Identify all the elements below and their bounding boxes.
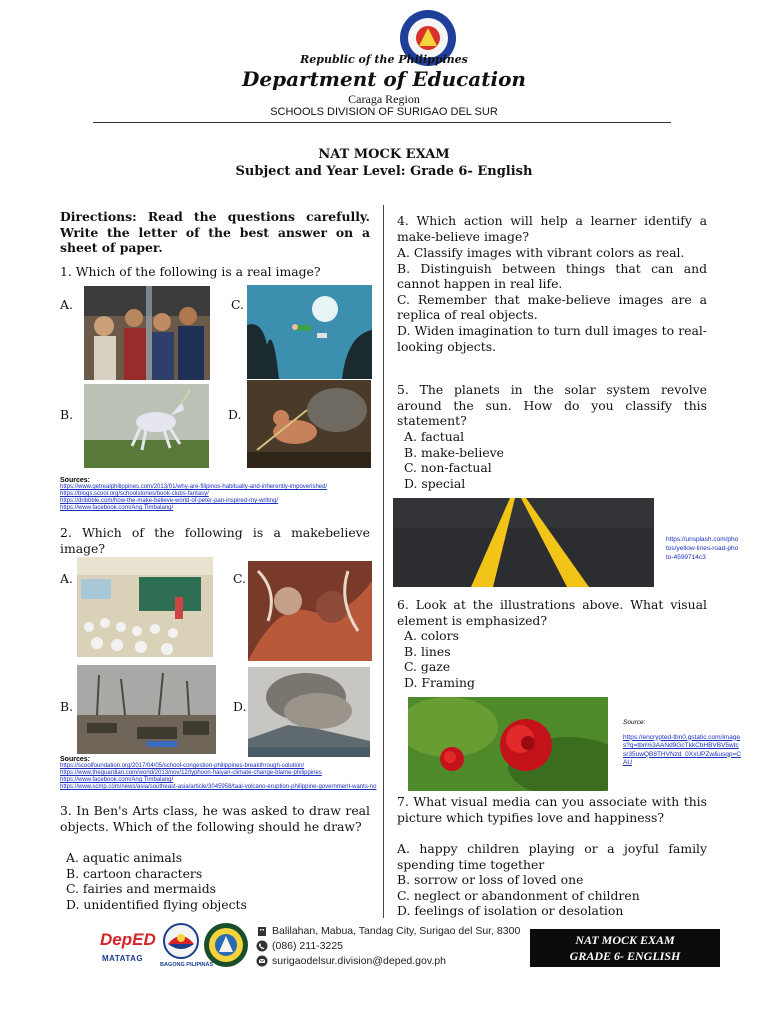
q3-option-b: B. cartoon characters bbox=[66, 865, 203, 881]
q2-label-b: B. bbox=[60, 699, 74, 714]
footer-box-line2: GRADE 6- ENGLISH bbox=[569, 949, 681, 963]
q1-source-link[interactable]: https://dribbble.com/how-the-make-believe-world-of-peter-pan-inspired-my-writing/ bbox=[60, 498, 279, 504]
q3-option-a: A. aquatic animals bbox=[66, 850, 183, 865]
q1-image-b-unicorn bbox=[84, 384, 209, 468]
road-lines-image bbox=[393, 498, 654, 587]
q2-image-a-classroom bbox=[77, 557, 213, 657]
q1-source-link[interactable]: https://blogs.scool.org/schoolstories/book-clubs-fantasy/ bbox=[60, 491, 209, 497]
q1-label-d: D. bbox=[228, 407, 242, 422]
matatag-text: MATATAG bbox=[102, 954, 144, 963]
footer-phone: (086) 211-3225 bbox=[272, 940, 344, 952]
q7-option-b: B. sorrow or loss of loved one bbox=[397, 872, 584, 888]
q1-image-a-street-crowd bbox=[84, 286, 210, 380]
header-rule bbox=[93, 122, 671, 123]
department-heading: Department of Education bbox=[242, 67, 526, 91]
footer-email: surigaodelsur.division@deped.gov.ph bbox=[272, 955, 446, 967]
directions-text: Directions: Read the questions carefully. Write the letter of the best answer on a sheet of paper. bbox=[60, 209, 370, 256]
q6-option-c: C. gaze bbox=[404, 659, 451, 675]
republic-heading: Republic of the Philippines bbox=[300, 53, 468, 66]
division-seal-icon bbox=[203, 922, 249, 968]
q2-label-c: C. bbox=[233, 571, 246, 586]
q2-source-link[interactable]: https://www.facebook.com/Ang.Timbalang/ bbox=[60, 777, 174, 783]
q5-stem: 5. The planets in the solar system revolve around the sun. How do you classify this statement? bbox=[397, 382, 707, 429]
red-rose-image bbox=[408, 697, 608, 791]
q6-option-a: A. colors bbox=[404, 628, 459, 643]
q2-source-link[interactable]: https://www.scmp.com/news/asia/southeast-asia/article/3045958/taal-volcano-eruption-philippine-government-wants-no bbox=[60, 784, 377, 790]
q4-options bbox=[397, 245, 707, 354]
q2-source-link[interactable]: https://www.theguardian.com/world/2013/nov/12/typhoon-haiyan-climate-change-blame-philippines bbox=[60, 770, 322, 776]
q1-sources-label: Sources: bbox=[60, 477, 90, 484]
q3-stem: 3. In Ben's Arts class, he was asked to draw real objects. Which of the following should he draw? bbox=[60, 803, 370, 834]
q3-option-d: D. unidentified flying objects bbox=[66, 896, 247, 912]
q2-image-d-volcano-eruption bbox=[248, 667, 370, 757]
q7-options bbox=[397, 841, 707, 919]
q1-image-c-peter-pan bbox=[247, 285, 372, 379]
q2-source-link[interactable]: https://scoolfoundation.org/2017/04/05/school-congestion-philippines-breakthrough-solution/ bbox=[60, 763, 305, 769]
q4-option-d: D. Widen imagination to turn dull images to real-looking objects. bbox=[397, 322, 707, 354]
q5-option-a: A. factual bbox=[404, 429, 465, 444]
rose-source-link[interactable]: https://encrypted-tbn0.gstatic.com/images?q=tbn%3AANd9GcTkkCbHBVBV5wtcsr35uwQB8THVNzd_0XxUPZw&usqp=CAU bbox=[623, 733, 741, 766]
q2-label-a: A. bbox=[60, 571, 73, 586]
rose-source bbox=[623, 719, 741, 768]
q1-label-c: C. bbox=[231, 297, 244, 312]
q1-source-link[interactable]: https://www.facebook.com/Ang.Timbalang/ bbox=[60, 505, 174, 511]
footer-exam-label-box bbox=[530, 929, 720, 967]
building-icon bbox=[256, 925, 268, 937]
q6-options bbox=[404, 628, 704, 690]
q3-options bbox=[66, 850, 366, 912]
exam-title: NAT MOCK EXAM bbox=[318, 147, 450, 162]
q3-option-c: C. fairies and mermaids bbox=[66, 881, 217, 897]
q7-option-c: C. neglect or abandonment of children bbox=[397, 887, 640, 903]
region-heading: Caraga Region bbox=[348, 92, 420, 106]
q1-source-link[interactable]: https://www.getrealphilippines.com/2013/01/why-are-filipinos-habitually-and-inherently-impoverished/ bbox=[60, 484, 328, 490]
footer-box-line1: NAT MOCK EXAM bbox=[575, 933, 675, 947]
q2-image-b-typhoon-damage bbox=[77, 665, 216, 754]
q5-option-d: D. special bbox=[404, 475, 466, 491]
q6-option-d: D. Framing bbox=[404, 674, 475, 690]
q2-stem: 2. Which of the following is a makebelieve image? bbox=[60, 525, 370, 556]
q5-option-c: C. non-factual bbox=[404, 460, 492, 476]
deped-logo-text: DepED bbox=[100, 930, 156, 949]
footer-address: Balilahan, Mabua, Tandag City, Surigao del Sur, 8300 bbox=[272, 925, 521, 937]
footer-phone-row bbox=[256, 940, 343, 952]
q5-option-b: B. make-believe bbox=[404, 444, 505, 460]
q5-options bbox=[404, 429, 704, 491]
q7-stem: 7. What visual media can you associate with this picture which typifies love and happiness? bbox=[397, 794, 707, 825]
q2-image-c-fantasy-creatures bbox=[248, 561, 372, 661]
q7-option-d: D. feelings of isolation or desolation bbox=[397, 903, 624, 919]
email-icon bbox=[256, 955, 268, 967]
division-heading: SCHOOLS DIVISION OF SURIGAO DEL SUR bbox=[270, 106, 498, 118]
q6-option-b: B. lines bbox=[404, 643, 451, 659]
q1-label-a: A. bbox=[60, 297, 73, 312]
bagong-pilipinas-logo-icon bbox=[160, 922, 202, 960]
q1-image-d-mythical-warrior bbox=[247, 380, 371, 468]
q4-option-a: A. Classify images with vibrant colors as real. bbox=[397, 245, 685, 260]
subject-line: Subject and Year Level: Grade 6- English bbox=[235, 164, 533, 179]
q4-option-c: C. Remember that make-believe images are a replica of real objects. bbox=[397, 291, 707, 323]
q2-sources-label: Sources: bbox=[60, 756, 90, 763]
footer-email-row bbox=[256, 955, 446, 967]
bagong-pilipinas-text: BAGONG PILIPINAS bbox=[160, 962, 214, 968]
q1-stem: 1. Which of the following is a real image? bbox=[60, 264, 321, 279]
q7-option-a: A. happy children playing or a joyful family spending time together bbox=[397, 841, 707, 872]
q1-sources bbox=[60, 477, 380, 512]
q2-sources bbox=[60, 756, 380, 791]
q4-option-b: B. Distinguish between things that can and cannot happen in real life. bbox=[397, 260, 707, 292]
footer-address-row bbox=[256, 925, 520, 937]
q4-stem: 4. Which action will help a learner identify a make-believe image? bbox=[397, 213, 707, 244]
q2-label-d: D. bbox=[233, 699, 247, 714]
q1-label-b: B. bbox=[60, 407, 74, 422]
rose-source-label: Source: bbox=[623, 719, 646, 726]
q6-stem: 6. Look at the illustrations above. What visual element is emphasized? bbox=[397, 597, 707, 628]
phone-icon bbox=[256, 940, 268, 952]
column-divider bbox=[383, 205, 384, 918]
road-source-link[interactable]: https://unsplash.com/photos/yellow-lines-road-photo-4599714c3 bbox=[666, 536, 739, 561]
